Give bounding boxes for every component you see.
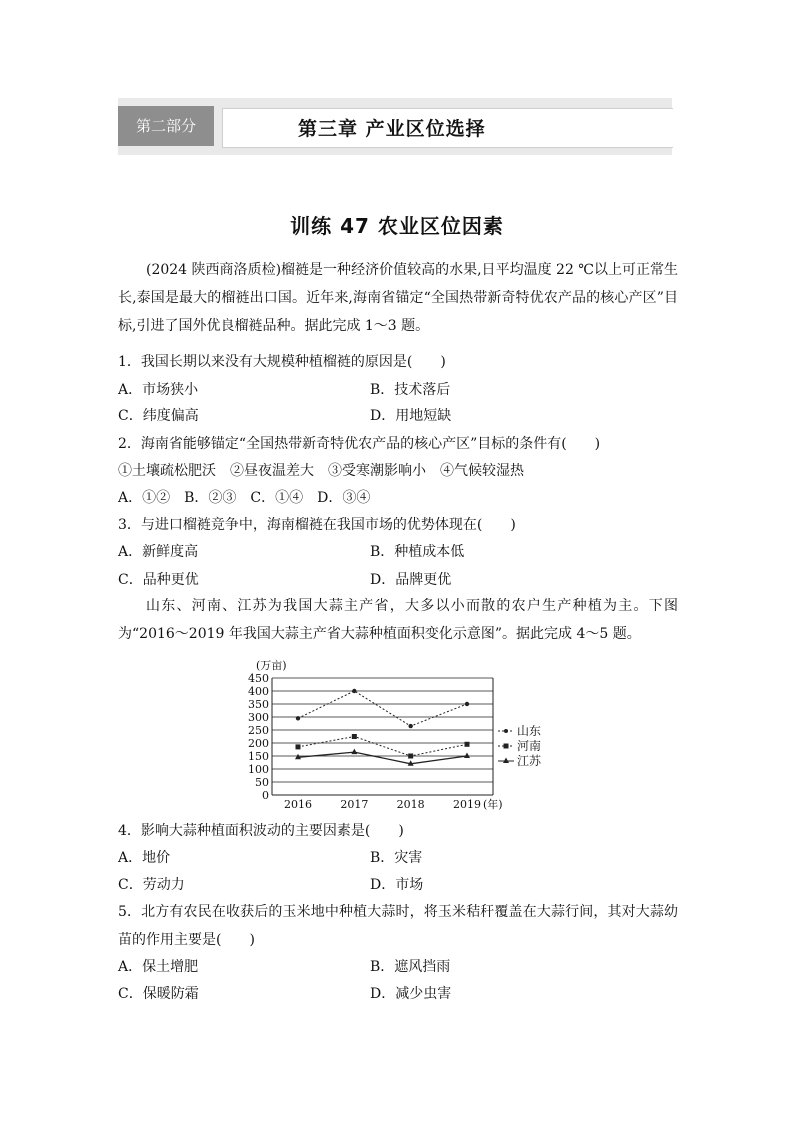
- passage-1: (2024 陕西商洛质检)榴裢是一种经济价值较高的水果,日平均温度 22 ℃以上可正常生长,泰国是最大的榴裢出口国。近年来,海南省锚定“全国热带新奇特优农产品的核心产区”目标,引进了国外优良榴裢品种。据此完成 1～3 题。: [118, 262, 678, 334]
- garlic-area-line-chart: [228, 655, 558, 815]
- y-tick-label: 50: [255, 776, 269, 789]
- legend-label: 江苏: [517, 754, 542, 768]
- y-tick-label: 350: [248, 698, 269, 711]
- question-3-option-a[interactable]: A．新鲜度高: [118, 544, 199, 560]
- data-point: [465, 742, 470, 747]
- section-tag: 第二部分: [118, 106, 214, 146]
- question-1-option-a[interactable]: A．市场狭小: [118, 382, 199, 398]
- y-axis-label: (万亩): [256, 659, 287, 672]
- y-tick-label: 250: [248, 724, 269, 737]
- data-point: [352, 734, 357, 739]
- question-5-option-a[interactable]: A．保土增肥: [118, 959, 199, 975]
- question-4-option-c[interactable]: C．劳动力: [118, 877, 185, 893]
- data-point: [408, 754, 413, 759]
- question-3-option-d[interactable]: D．品牌更优: [370, 572, 452, 588]
- question-5-option-b[interactable]: B．遮风挡雨: [370, 959, 451, 975]
- question-2-statements: ①土壤疏松肥沃 ②昼夜温差大 ③受寒潮影响小 ④气候较湿热: [118, 463, 524, 479]
- question-5-option-d[interactable]: D．减少虫害: [370, 986, 452, 1002]
- question-3-option-c[interactable]: C．品种更优: [118, 572, 199, 588]
- data-point: [296, 716, 300, 720]
- question-1-option-b[interactable]: B．技术落后: [370, 382, 451, 398]
- question-4-option-d[interactable]: D．市场: [370, 877, 424, 893]
- x-tick-label: 2019: [453, 798, 481, 811]
- y-tick-label: 300: [248, 711, 269, 724]
- y-tick-label: 150: [248, 750, 269, 763]
- data-point: [352, 689, 356, 693]
- legend-label: 河南: [517, 739, 542, 753]
- x-tick-label: 2016: [284, 798, 312, 811]
- question-5-option-c[interactable]: C．保暖防霜: [118, 986, 199, 1002]
- x-axis-label: (年): [483, 798, 503, 811]
- legend-marker: [503, 758, 509, 764]
- series-line-0: [298, 691, 467, 726]
- question-4-option-b[interactable]: B．灾害: [370, 850, 423, 866]
- question-5-stem: 5．北方有农民在收获后的玉米地中种植大蒜时，将玉米秸秆覆盖在大蒜行间，其对大蒜幼苗的作用主要是( ): [118, 904, 678, 948]
- data-point: [465, 702, 469, 706]
- y-tick-label: 200: [248, 737, 269, 750]
- question-1-option-d[interactable]: D．用地短缺: [370, 408, 452, 424]
- question-4-stem: 4．影响大蒜种植面积波动的主要因素是( ): [118, 823, 404, 839]
- legend-marker: [504, 729, 508, 733]
- y-tick-label: 450: [248, 672, 269, 685]
- x-tick-label: 2017: [340, 798, 369, 811]
- chapter-title: 第三章 产业区位选择: [298, 118, 486, 140]
- question-2-stem: 2．海南省能够锚定“全国热带新奇特优农产品的核心产区”目标的条件有( ): [118, 436, 601, 452]
- page-title: 训练 47 农业区位因素: [290, 214, 504, 238]
- question-3-option-b[interactable]: B．种植成本低: [370, 544, 465, 560]
- x-tick-label: 2018: [396, 798, 425, 811]
- question-4-option-a[interactable]: A．地价: [118, 850, 171, 866]
- series-line-2: [298, 752, 467, 764]
- passage-2: 山东、河南、江苏为我国大蒜主产省，大多以小而散的农户生产种植为主。下图为“2016～2019 年我国大蒜主产省大蒜种植面积变化示意图”。据此完成 4～5 题。: [118, 598, 678, 642]
- question-2-options[interactable]: A．①② B．②③ C．①④ D．③④: [118, 490, 371, 506]
- question-1-option-c[interactable]: C．纬度偏高: [118, 408, 199, 424]
- y-tick-label: 0: [262, 789, 269, 802]
- data-point: [351, 749, 357, 755]
- y-tick-label: 400: [248, 685, 269, 698]
- question-3-stem: 3．与进口榴裢竞争中，海南榴裢在我国市场的优势体现在( ): [118, 517, 516, 533]
- data-point: [464, 753, 470, 759]
- y-tick-label: 100: [248, 763, 269, 776]
- question-1-stem: 1．我国长期以来没有大规模种植榴裢的原因是( ): [118, 354, 446, 370]
- series-line-1: [298, 737, 467, 757]
- legend-label: 山东: [517, 724, 542, 738]
- data-point: [408, 724, 412, 728]
- legend-marker: [504, 744, 509, 749]
- data-point: [296, 744, 301, 749]
